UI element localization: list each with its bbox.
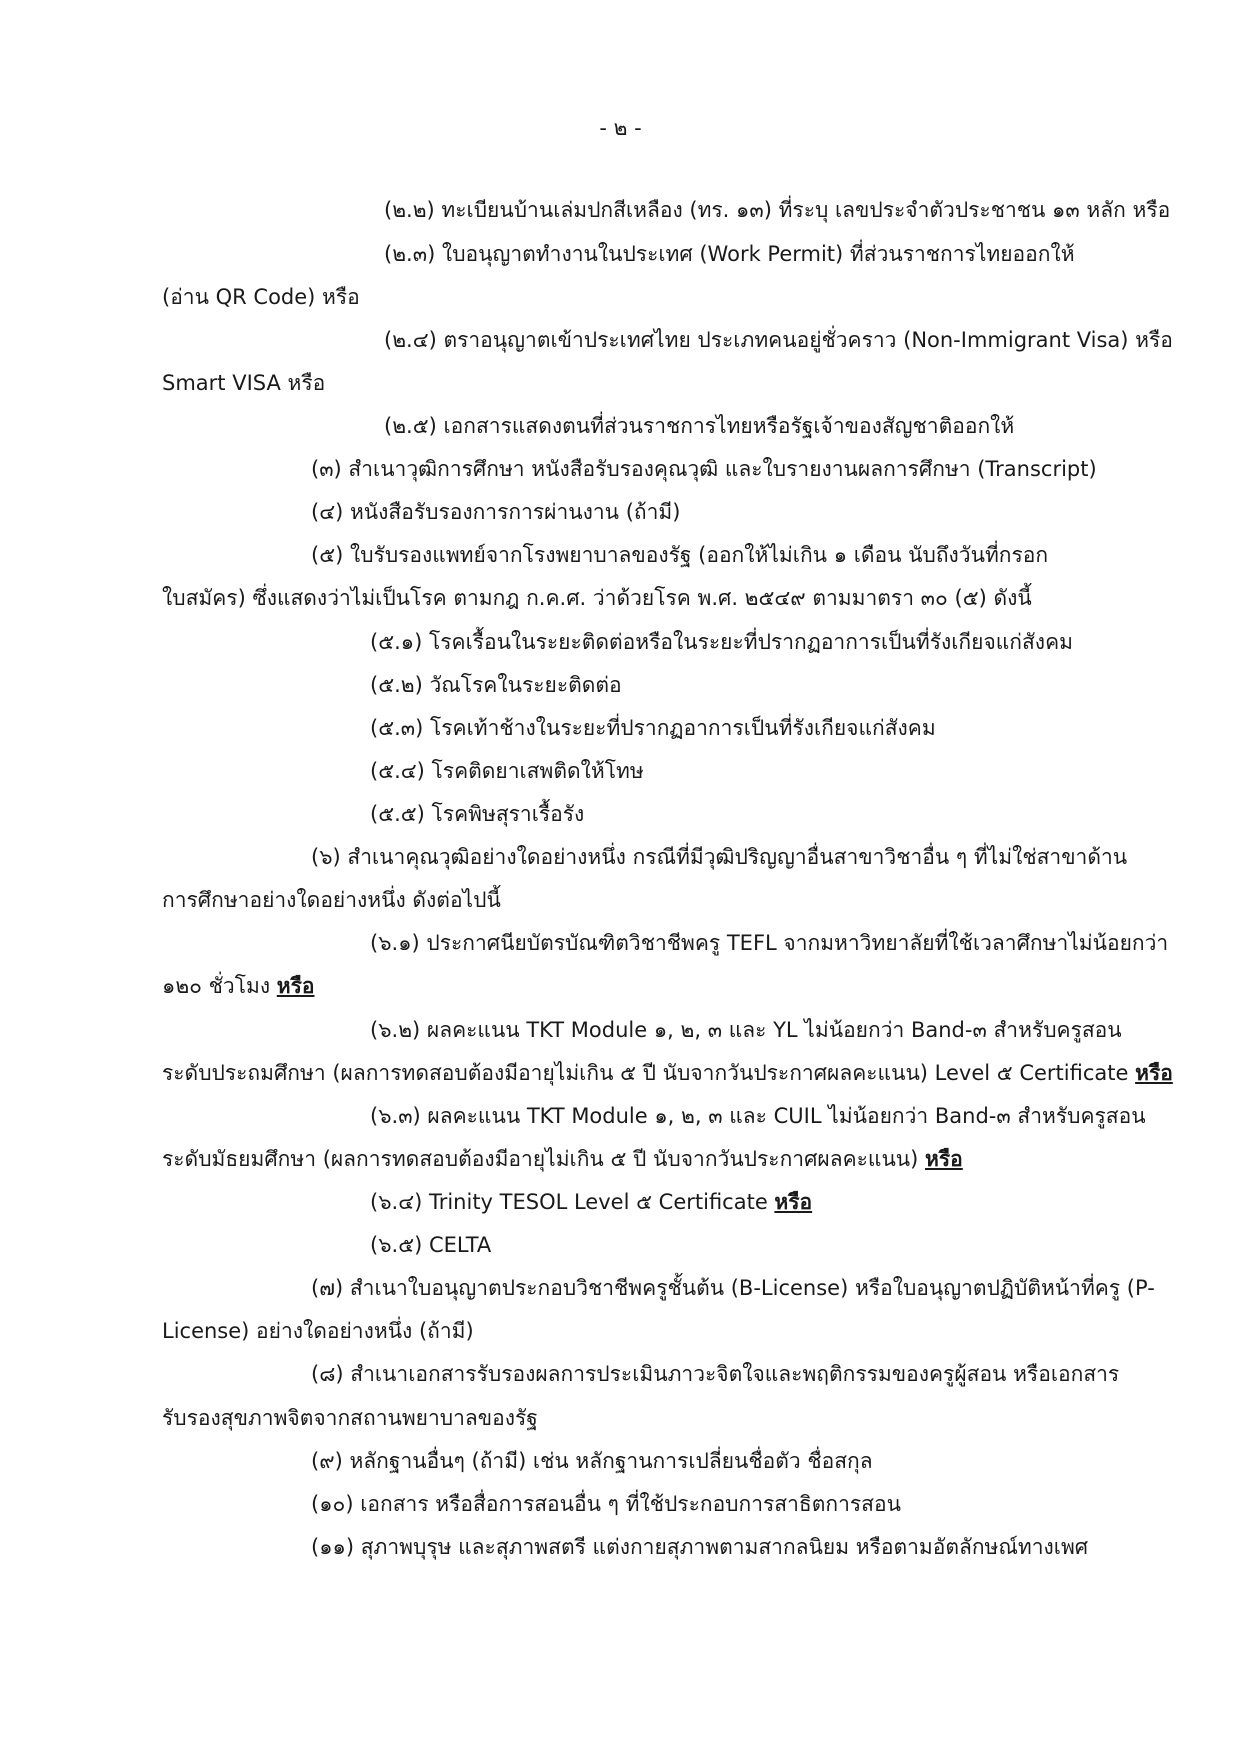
- item-6-4: [370, 1187, 812, 1217]
- item-6-2-cont: [162, 1058, 1173, 1088]
- item-2-3: (๒.๓) ใบอนุญาตทำงานในประเทศ (Work Permit) ที่ส่วนราชการไทยออกให้: [384, 242, 1075, 266]
- item-6-3: (๖.๓) ผลคะแนน TKT Module ๑, ๒, ๓ และ CUIL ไม่น้อยกว่า Band-๓ สำหรับครูสอน: [370, 1104, 1146, 1128]
- item-6-cont: การศึกษาอย่างใดอย่างหนึ่ง ดังต่อไปนี้: [162, 888, 501, 912]
- item-8: (๘) สำเนาเอกสารรับรองผลการประเมินภาวะจิตใจและพฤติกรรมของครูผู้สอน หรือเอกสาร: [311, 1362, 1120, 1386]
- item-6-2: (๖.๒) ผลคะแนน TKT Module ๑, ๒, ๓ และ YL ไม่น้อยกว่า Band-๓ สำหรับครูสอน: [370, 1018, 1122, 1042]
- item-6-1-cont-text: ๑๒๐ ชั่วโมง: [162, 974, 277, 998]
- item-6-2-cont-text: ระดับประถมศึกษา (ผลการทดสอบต้องมีอายุไม่เกิน ๕ ปี นับจากวันประกาศผลคะแนน) Level ๕ Certificate: [162, 1061, 1136, 1085]
- item-2-3-cont: (อ่าน QR Code) หรือ: [162, 285, 360, 309]
- item-5-3: (๕.๓) โรคเท้าช้างในระยะที่ปรากฏอาการเป็นที่รังเกียจแก่สังคม: [370, 716, 936, 740]
- item-5-5: (๕.๕) โรคพิษสุราเรื้อรัง: [370, 802, 585, 826]
- emphasis-or: หรือ: [774, 1190, 813, 1214]
- item-9: (๙) หลักฐานอื่นๆ (ถ้ามี) เช่น หลักฐานการเปลี่ยนชื่อตัว ชื่อสกุล: [311, 1449, 873, 1473]
- item-6-5: (๖.๕) CELTA: [370, 1233, 492, 1257]
- item-2-5: (๒.๕) เอกสารแสดงตนที่ส่วนราชการไทยหรือรัฐเจ้าของสัญชาติออกให้: [384, 414, 1015, 438]
- item-5-2: (๕.๒) วัณโรคในระยะติดต่อ: [370, 673, 622, 697]
- emphasis-or: หรือ: [1135, 1061, 1173, 1085]
- item-2-2: (๒.๒) ทะเบียนบ้านเล่มปกสีเหลือง (ทร. ๑๓) ที่ระบุ เลขประจำตัวประชาชน ๑๓ หลัก หรือ: [384, 198, 1171, 222]
- item-6-4-text: (๖.๔) Trinity TESOL Level ๕ Certificate: [370, 1190, 775, 1214]
- item-6-3-cont: [162, 1144, 963, 1174]
- item-2-4-cont: Smart VISA หรือ: [162, 371, 326, 395]
- item-5-cont: ใบสมัคร) ซึ่งแสดงว่าไม่เป็นโรค ตามกฎ ก.ค.ศ. ว่าด้วยโรค พ.ศ. ๒๕๔๙ ตามมาตรา ๓๐ (๕) ดังนี้: [162, 586, 1032, 610]
- item-5: (๕) ใบรับรองแพทย์จากโรงพยาบาลของรัฐ (ออกให้ไม่เกิน ๑ เดือน นับถึงวันที่กรอก: [311, 543, 1049, 567]
- item-6-1: (๖.๑) ประกาศนียบัตรบัณฑิตวิชาชีพครู TEFL จากมหาวิทยาลัยที่ใช้เวลาศึกษาไม่น้อยกว่า: [370, 931, 1169, 955]
- emphasis-or: หรือ: [276, 974, 315, 998]
- item-11: (๑๑) สุภาพบุรุษ และสุภาพสตรี แต่งกายสุภาพตามสากลนิยม หรือตามอัตลักษณ์ทางเพศ: [311, 1535, 1089, 1559]
- item-3: (๓) สำเนาวุฒิการศึกษา หนังสือรับรองคุณวุฒิ และใบรายงานผลการศึกษา (Transcript): [311, 457, 1097, 481]
- item-7-cont: License) อย่างใดอย่างหนึ่ง (ถ้ามี): [162, 1319, 474, 1343]
- item-5-1: (๕.๑) โรคเรื้อนในระยะติดต่อหรือในระยะที่ปรากฏอาการเป็นที่รังเกียจแก่สังคม: [370, 630, 1073, 654]
- item-6-3-cont-text: ระดับมัธยมศึกษา (ผลการทดสอบต้องมีอายุไม่เกิน ๕ ปี นับจากวันประกาศผลคะแนน): [162, 1147, 926, 1171]
- item-4: (๔) หนังสือรับรองการการผ่านงาน (ถ้ามี): [311, 500, 681, 524]
- page-number: - ๒ -: [599, 116, 642, 140]
- item-8-cont: รับรองสุขภาพจิตจากสถานพยาบาลของรัฐ: [162, 1406, 538, 1430]
- item-6-1-cont: [162, 971, 315, 1001]
- item-6: (๖) สำเนาคุณวุฒิอย่างใดอย่างหนึ่ง กรณีที่มีวุฒิปริญญาอื่นสาขาวิชาอื่น ๆ ที่ไม่ใช่สาขาด้าน: [311, 845, 1128, 869]
- item-5-4: (๕.๔) โรคติดยาเสพติดให้โทษ: [370, 759, 644, 783]
- item-2-4: (๒.๔) ตราอนุญาตเข้าประเทศไทย ประเภทคนอยู่ชั่วคราว (Non-Immigrant Visa) หรือ: [384, 328, 1173, 352]
- item-7: (๗) สำเนาใบอนุญาตประกอบวิชาชีพครูชั้นต้น (B-License) หรือใบอนุญาตปฏิบัติหน้าที่ครู (P-: [311, 1276, 1155, 1300]
- emphasis-or: หรือ: [925, 1147, 963, 1171]
- item-10: (๑๐) เอกสาร หรือสื่อการสอนอื่น ๆ ที่ใช้ประกอบการสาธิตการสอน: [311, 1492, 901, 1516]
